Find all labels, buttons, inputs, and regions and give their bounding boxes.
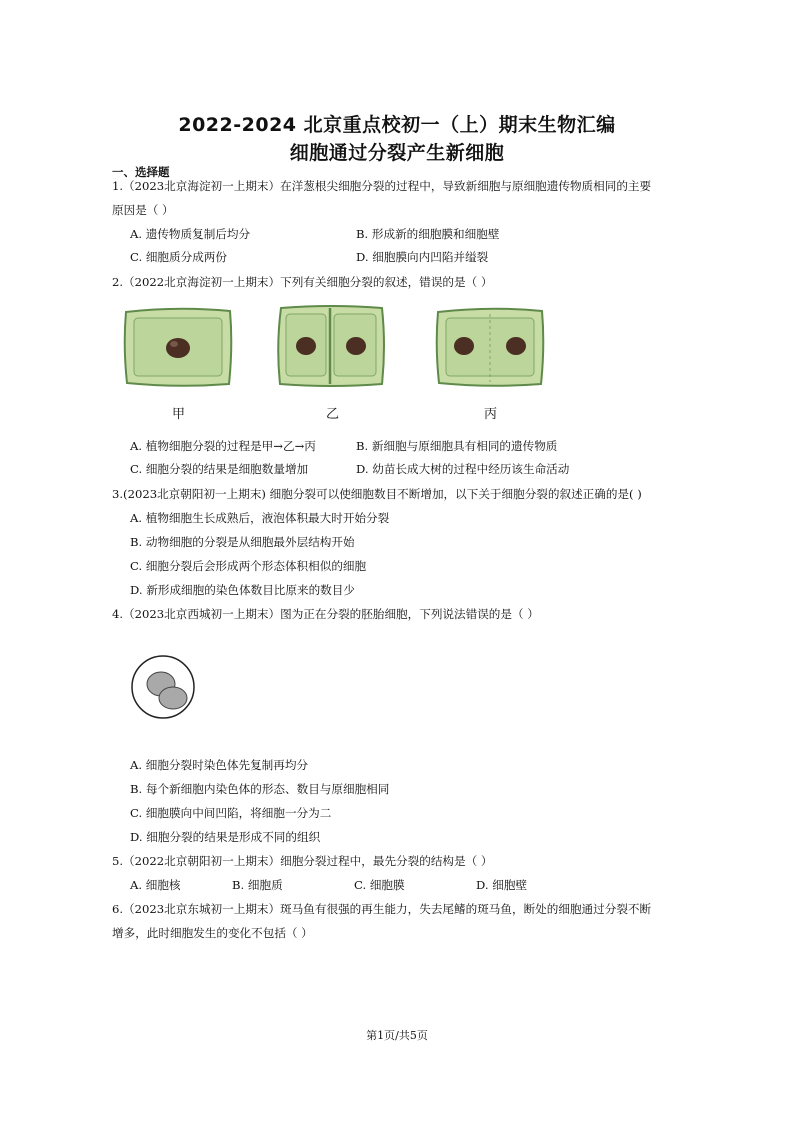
figure-embryo-cell (130, 654, 196, 720)
question-4-option-a: A. 细胞分裂时染色体先复制再均分 (130, 758, 309, 772)
question-1-option-c: C. 细胞质分成两份 (130, 250, 227, 264)
figure-label-jia: 甲 (172, 407, 186, 422)
question-4-option-d: D. 细胞分裂的结果是形成不同的组织 (130, 830, 321, 844)
figure-cell-yi (276, 304, 386, 388)
question-3-option-b: B. 动物细胞的分裂是从细胞最外层结构开始 (130, 535, 355, 549)
question-3-stem: 3.(2023北京朝阳初一上期末) 细胞分裂可以使细胞数目不断增加，以下关于细胞分裂的叙述正确的是( ) (112, 487, 642, 501)
question-2-option-b: B. 新细胞与原细胞具有相同的遗传物质 (356, 439, 558, 453)
question-3-option-d: D. 新形成细胞的染色体数目比原来的数目少 (130, 583, 355, 597)
question-1-option-b: B. 形成新的细胞膜和细胞壁 (356, 227, 500, 241)
question-5-stem: 5.（2022北京朝阳初一上期末）细胞分裂过程中，最先分裂的结构是（ ） (112, 854, 493, 868)
section-heading: 一、选择题 (112, 165, 170, 179)
question-5-option-b: B. 细胞质 (232, 878, 283, 892)
question-6-stem-line2: 增多，此时细胞发生的变化不包括（ ） (112, 926, 313, 940)
question-6-stem-line1: 6.（2023北京东城初一上期末）斑马鱼有很强的再生能力，失去尾鳍的斑马鱼，断处的细胞通过分裂不断 (112, 902, 652, 916)
question-2-option-a: A. 植物细胞分裂的过程是甲→乙→丙 (130, 439, 316, 453)
figure-label-yi: 乙 (326, 407, 340, 422)
question-5-option-c: C. 细胞膜 (354, 878, 405, 892)
figure-cell-jia (122, 306, 234, 388)
figure-label-bing: 丙 (484, 407, 498, 422)
question-1-stem-line1: 1.（2023北京海淀初一上期末）在洋葱根尖细胞分裂的过程中，导致新细胞与原细胞遗传物质相同的主要 (112, 179, 652, 193)
page-number: 第1页/共5页 (366, 1029, 428, 1042)
question-4-option-c: C. 细胞膜向中间凹陷，将细胞一分为二 (130, 806, 332, 820)
question-1-option-d: D. 细胞膜向内凹陷并缢裂 (356, 250, 489, 264)
question-3-option-a: A. 植物细胞生长成熟后，液泡体积最大时开始分裂 (130, 511, 390, 525)
document-title: 2022-2024 北京重点校初一（上）期末生物汇编 (178, 114, 616, 136)
question-1-option-a: A. 遗传物质复制后均分 (130, 227, 251, 241)
question-5-option-d: D. 细胞壁 (476, 878, 528, 892)
question-1-stem-line2: 原因是（ ） (112, 203, 174, 217)
question-2-option-c: C. 细胞分裂的结果是细胞数量增加 (130, 462, 309, 476)
figure-cell-bing (434, 306, 546, 388)
question-4-option-b: B. 每个新细胞内染色体的形态、数目与原细胞相同 (130, 782, 390, 796)
question-5-option-a: A. 细胞核 (130, 878, 181, 892)
question-2-stem: 2.（2022北京海淀初一上期末）下列有关细胞分裂的叙述，错误的是（ ） (112, 275, 493, 289)
question-2-option-d: D. 幼苗长成大树的过程中经历该生命活动 (356, 462, 570, 476)
question-4-stem: 4.（2023北京西城初一上期末）图为正在分裂的胚胎细胞，下列说法错误的是（ ） (112, 607, 539, 621)
question-3-option-c: C. 细胞分裂后会形成两个形态体积相似的细胞 (130, 559, 367, 573)
document-subtitle: 细胞通过分裂产生新细胞 (289, 142, 505, 164)
